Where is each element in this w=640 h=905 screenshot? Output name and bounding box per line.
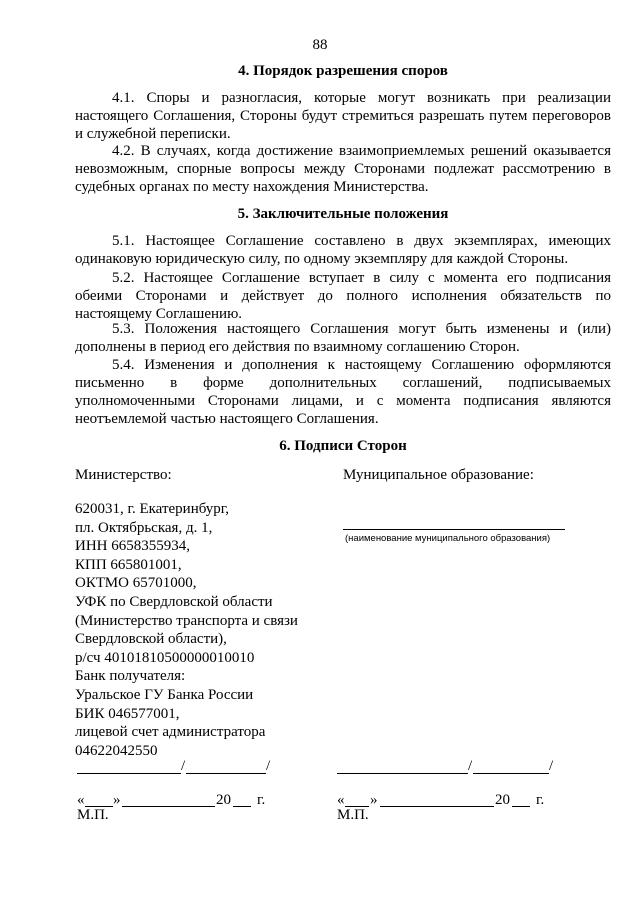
ministry-details	[75, 500, 335, 760]
ministry-detail-line: лицевой счет администратора	[75, 724, 266, 741]
paragraph-5-2: 5.2. Настоящее Соглашение вступает в силу с момента его подписания обеими Сторонами и действует до полного исполнения обязательств по настоящему Соглашению.	[75, 270, 611, 322]
page-number: 88	[312, 37, 328, 53]
ministry-signature-line	[77, 773, 181, 774]
ministry-date-close-quote: »	[113, 792, 121, 808]
municipality-label: Муниципальное образование:	[343, 467, 534, 483]
paragraph-5-1: 5.1. Настоящее Соглашение составлено в двух экземплярах, имеющих одинаковую юридическую силу, по одному экземпляру для каждой Стороны.	[75, 233, 611, 267]
municipality-date-open-quote: «	[337, 792, 345, 808]
ministry-signature-slash: /	[181, 758, 186, 774]
ministry-year-suffix: г.	[257, 792, 266, 808]
municipality-name-line-2	[473, 773, 549, 774]
paragraph-5-4: 5.4. Изменения и дополнения к настоящему Соглашению оформляются письменно в форме дополнительных соглашений, подписываемых уполномоченными Сторонами лицами, и с момента подписания являются неотъемлемой частью настоящего Соглашения.	[75, 357, 611, 427]
ministry-detail-line: р/сч 40101810500000010010	[75, 649, 255, 666]
municipality-name-line	[343, 529, 565, 530]
ministry-date-open-quote: «	[77, 792, 85, 808]
paragraph-4-2: 4.2. В случаях, когда достижение взаимоприемлемых решений оказывается невозможным, спорные вопросы между Сторонами подлежат рассмотрению в судебных органах по месту нахождения Министерства.	[75, 143, 611, 195]
municipality-month-line	[380, 806, 494, 807]
ministry-detail-line: КПП 665801001,	[75, 556, 182, 573]
municipality-year-prefix: 20	[495, 792, 510, 808]
ministry-detail-line: ИНН 6658355934,	[75, 538, 190, 555]
municipality-name-caption: (наименование муниципального образования)	[345, 533, 551, 544]
ministry-label: Министерство:	[75, 467, 172, 483]
ministry-name-slash: /	[266, 758, 271, 774]
municipality-name-slash: /	[549, 758, 554, 774]
ministry-year-prefix: 20	[216, 792, 231, 808]
municipality-year-line	[512, 806, 530, 807]
paragraph-4-1: 4.1. Споры и разногласия, которые могут возникать при реализации настоящего Соглашения, Стороны будут стремиться разрешать путем переговоров и служебной переписки.	[75, 90, 611, 142]
ministry-detail-line: Банк получателя:	[75, 668, 186, 685]
section-4-title: 4. Порядок разрешения споров	[238, 63, 448, 79]
municipality-signature-slash: /	[468, 758, 473, 774]
ministry-detail-line: Уральское ГУ Банка России	[75, 686, 254, 703]
ministry-month-line	[122, 806, 215, 807]
municipality-seal-label: М.П.	[337, 807, 369, 823]
municipality-year-suffix: г.	[536, 792, 545, 808]
ministry-detail-line: УФК по Свердловской области	[75, 593, 273, 610]
ministry-detail-line: Свердловской области),	[75, 631, 227, 648]
ministry-detail-line: ОКТМО 65701000,	[75, 575, 197, 592]
ministry-detail-line: (Министерство транспорта и связи	[75, 612, 298, 629]
ministry-detail-line: 620031, г. Екатеринбург,	[75, 501, 229, 517]
municipality-date-close-quote: »	[370, 792, 378, 808]
ministry-name-line	[186, 773, 266, 774]
ministry-detail-line: 04622042550	[75, 742, 158, 759]
ministry-detail-line: БИК 046577001,	[75, 705, 180, 722]
ministry-year-line	[233, 806, 251, 807]
municipality-signature-line	[337, 773, 468, 774]
paragraph-5-3: 5.3. Положения настоящего Соглашения могут быть изменены и (или) дополнены в период его действия по взаимному соглашению Сторон.	[75, 321, 611, 355]
section-5-title: 5. Заключительные положения	[237, 206, 449, 222]
ministry-seal-label: М.П.	[77, 807, 109, 823]
ministry-detail-line: пл. Октябрьская, д. 1,	[75, 519, 213, 536]
section-6-title: 6. Подписи Сторон	[279, 438, 407, 454]
